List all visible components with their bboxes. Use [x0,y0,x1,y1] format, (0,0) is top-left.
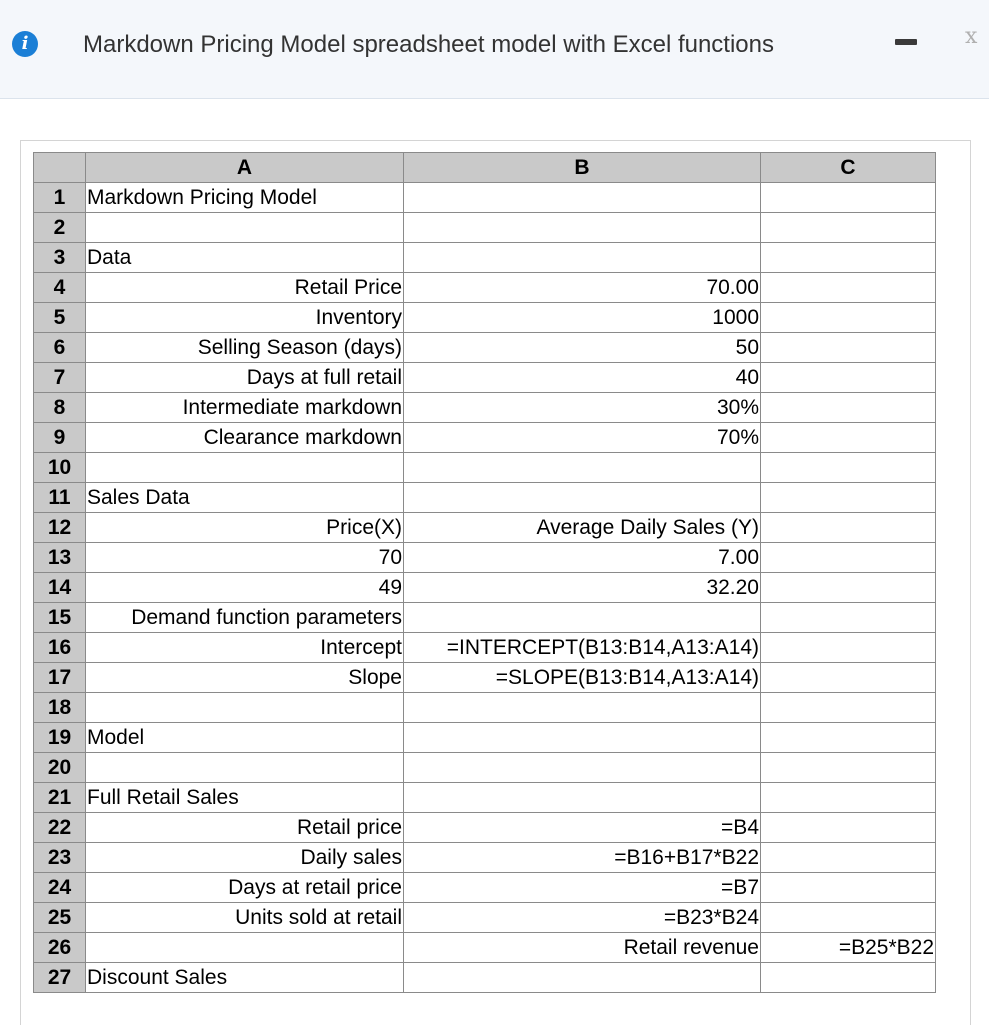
cell-c [761,513,936,543]
cell-c [761,333,936,363]
table-row [34,423,936,453]
cell-b: Average Daily Sales (Y) [404,513,761,543]
cell-a: Demand function parameters [86,603,404,633]
table-row [34,363,936,393]
row-number: 16 [34,633,86,663]
cell-c [761,243,936,273]
row-number: 4 [34,273,86,303]
cell-c [761,363,936,393]
table-row [34,693,936,723]
cell-c [761,573,936,603]
cell-b [404,453,761,483]
table-row [34,303,936,333]
table-row [34,843,936,873]
cell-a [86,933,404,963]
cell-c [761,213,936,243]
cell-b: 40 [404,363,761,393]
dialog-header [0,0,989,99]
cell-b [404,243,761,273]
table-row [34,273,936,303]
cell-c [761,693,936,723]
cell-b: 7.00 [404,543,761,573]
cell-c [761,843,936,873]
cell-c [761,423,936,453]
table-row [34,513,936,543]
row-number: 22 [34,813,86,843]
table-row [34,213,936,243]
table-row [34,453,936,483]
row-number: 20 [34,753,86,783]
cell-b [404,693,761,723]
table-row [34,813,936,843]
spreadsheet-grid [33,152,936,993]
table-row [34,783,936,813]
cell-a: Daily sales [86,843,404,873]
cell-b: 70.00 [404,273,761,303]
cell-c [761,903,936,933]
cell-c: =B25*B22 [761,933,936,963]
cell-a: Intercept [86,633,404,663]
column-header: A [86,153,404,183]
cell-a: Clearance markdown [86,423,404,453]
cell-a: Selling Season (days) [86,333,404,363]
row-number: 17 [34,663,86,693]
cell-a [86,753,404,783]
row-number: 12 [34,513,86,543]
cell-a: Days at full retail [86,363,404,393]
row-number: 8 [34,393,86,423]
table-row [34,543,936,573]
table-row [34,933,936,963]
table-row [34,393,936,423]
cell-a [86,453,404,483]
cell-c [761,453,936,483]
table-row [34,243,936,273]
cell-c [761,393,936,423]
info-icon: i [12,31,38,57]
cell-b: =B7 [404,873,761,903]
cell-b [404,753,761,783]
column-header-row [34,153,936,183]
cell-a: Price(X) [86,513,404,543]
corner-cell [34,153,86,183]
cell-a: Units sold at retail [86,903,404,933]
row-number: 15 [34,603,86,633]
table-row [34,873,936,903]
cell-a: Data [86,243,404,273]
cell-c [761,183,936,213]
row-number: 26 [34,933,86,963]
cell-b: 1000 [404,303,761,333]
row-number: 6 [34,333,86,363]
cell-b: Retail revenue [404,933,761,963]
cell-a: Markdown Pricing Model [86,183,404,213]
cell-a: Retail price [86,813,404,843]
minimize-icon[interactable] [895,39,917,45]
row-number: 13 [34,543,86,573]
table-row [34,633,936,663]
cell-b: =SLOPE(B13:B14,A13:A14) [404,663,761,693]
cell-b [404,963,761,993]
column-header: B [404,153,761,183]
row-number: 25 [34,903,86,933]
cell-a: 49 [86,573,404,603]
cell-b [404,723,761,753]
row-number: 3 [34,243,86,273]
cell-c [761,543,936,573]
row-number: 1 [34,183,86,213]
cell-a: Full Retail Sales [86,783,404,813]
cell-a: Discount Sales [86,963,404,993]
cell-c [761,783,936,813]
row-number: 23 [34,843,86,873]
row-number: 5 [34,303,86,333]
table-row [34,603,936,633]
row-number: 2 [34,213,86,243]
cell-a: Inventory [86,303,404,333]
close-icon[interactable]: x [965,24,978,49]
row-number: 14 [34,573,86,603]
cell-b: =INTERCEPT(B13:B14,A13:A14) [404,633,761,663]
cell-b [404,183,761,213]
row-number: 19 [34,723,86,753]
cell-c [761,963,936,993]
cell-c [761,483,936,513]
table-row [34,753,936,783]
cell-a: Sales Data [86,483,404,513]
cell-c [761,633,936,663]
column-header: C [761,153,936,183]
cell-b: 30% [404,393,761,423]
cell-c [761,813,936,843]
cell-c [761,303,936,333]
table-row [34,903,936,933]
cell-b: 70% [404,423,761,453]
cell-c [761,603,936,633]
cell-a: Retail Price [86,273,404,303]
cell-c [761,723,936,753]
cell-c [761,663,936,693]
cell-a: Days at retail price [86,873,404,903]
spreadsheet-image [20,140,971,1025]
cell-b: =B16+B17*B22 [404,843,761,873]
cell-a: 70 [86,543,404,573]
cell-a [86,693,404,723]
cell-a: Slope [86,663,404,693]
row-number: 24 [34,873,86,903]
cell-b [404,483,761,513]
row-number: 21 [34,783,86,813]
table-row [34,723,936,753]
cell-b [404,213,761,243]
cell-b [404,603,761,633]
table-row [34,183,936,213]
table-row [34,573,936,603]
table-row [34,963,936,993]
cell-b [404,783,761,813]
cell-c [761,753,936,783]
table-row [34,663,936,693]
row-number: 10 [34,453,86,483]
cell-b: 50 [404,333,761,363]
cell-a [86,213,404,243]
row-number: 27 [34,963,86,993]
cell-a: Model [86,723,404,753]
row-number: 7 [34,363,86,393]
row-number: 9 [34,423,86,453]
cell-c [761,873,936,903]
table-row [34,483,936,513]
dialog-title: Markdown Pricing Model spreadsheet model with Excel functions [83,31,774,58]
row-number: 18 [34,693,86,723]
table-row [34,333,936,363]
cell-b: =B4 [404,813,761,843]
row-number: 11 [34,483,86,513]
cell-c [761,273,936,303]
cell-b: =B23*B24 [404,903,761,933]
cell-b: 32.20 [404,573,761,603]
cell-a: Intermediate markdown [86,393,404,423]
